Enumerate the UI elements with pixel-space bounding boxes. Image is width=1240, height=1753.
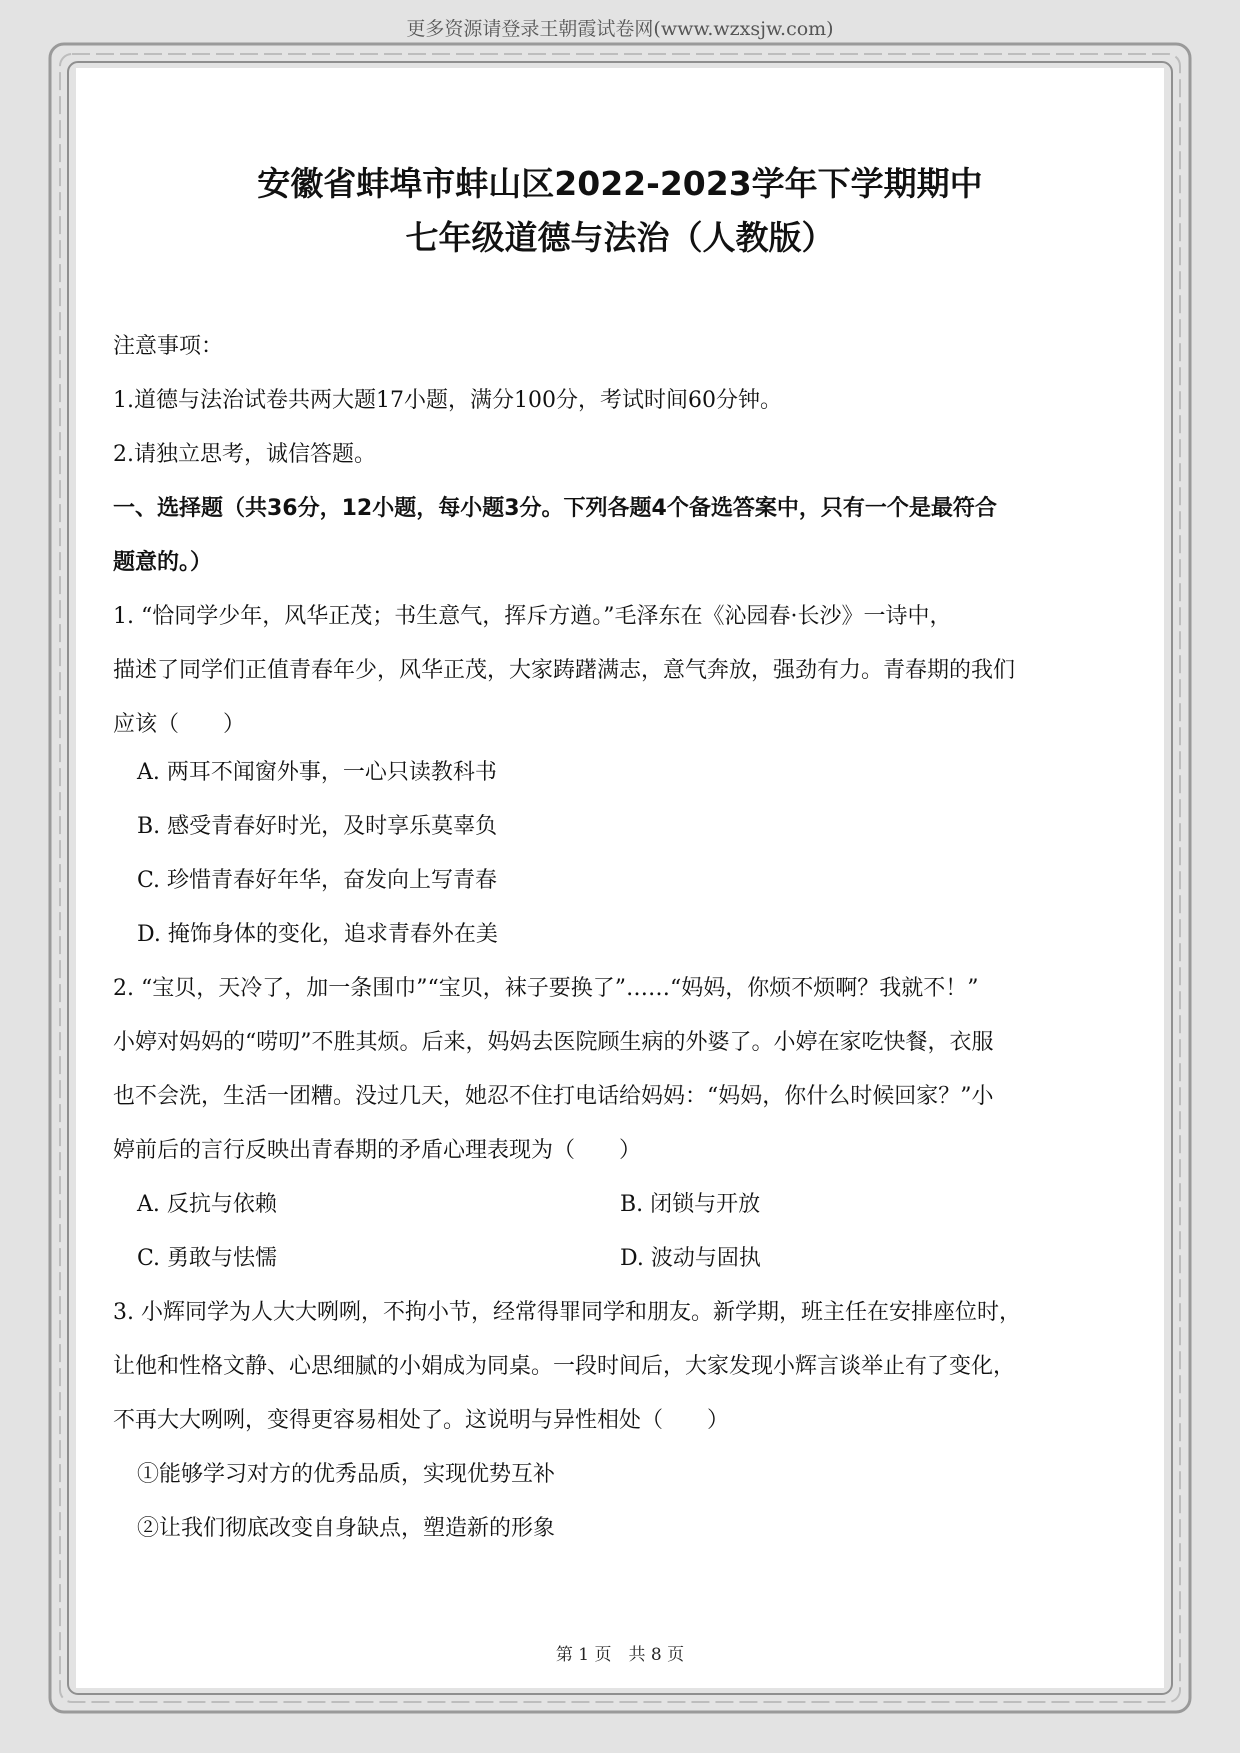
question-2-option-a: A. 反抗与依赖 — [137, 1192, 277, 1217]
question-2-option-d: D. 波动与固执 — [620, 1246, 761, 1271]
page-number: 第 1 页 共 8 页 — [555, 1645, 685, 1665]
question-1-option-a: A. 两耳不闻窗外事，一心只读教科书 — [137, 760, 497, 785]
question-2-text: 也不会洗，生活一团糟。没过几天，她忍不住打电话给妈妈：“妈妈，你什么时候回家？”小 — [113, 1084, 994, 1109]
note-item: 2.请独立思考，诚信答题。 — [113, 442, 376, 467]
question-3-item-2: ②让我们彻底改变自身缺点，塑造新的形象 — [137, 1516, 556, 1541]
question-1-option-c: C. 珍惜青春好年华，奋发向上写青春 — [137, 868, 498, 893]
question-3-item-1: ①能够学习对方的优秀品质，实现优势互补 — [137, 1462, 556, 1487]
section-heading: 一、选择题（共36分，12小题，每小题3分。下列各题4个备选答案中，只有一个是最符合 — [113, 496, 997, 521]
question-3-text: 让他和性格文静、心思细腻的小娟成为同桌。一段时间后，大家发现小辉言谈举止有了变化， — [113, 1354, 1016, 1379]
question-1-text: 1. “恰同学少年，风华正茂；书生意气，挥斥方遒。”毛泽东在《沁园春·长沙》一诗中， — [113, 604, 952, 629]
question-1-text: 应该（ ） — [113, 712, 246, 737]
source-banner: 更多资源请登录王朝霞试卷网(www.wzxsjw.com) — [406, 18, 834, 40]
question-3-text: 不再大大咧咧，变得更容易相处了。这说明与异性相处（ ） — [113, 1408, 730, 1433]
question-2-text: 2. “宝贝，天冷了，加一条围巾”“宝贝，袜子要换了”……“妈妈，你烦不烦啊？我就不！” — [113, 976, 979, 1001]
exam-subtitle: 七年级道德与法治（人教版） — [405, 218, 835, 257]
question-1-option-d: D. 掩饰身体的变化，追求青春外在美 — [137, 922, 498, 947]
notes-heading: 注意事项： — [113, 334, 224, 359]
question-2-option-c: C. 勇敢与怯懦 — [137, 1246, 278, 1271]
question-1-text: 描述了同学们正值青春年少，风华正茂，大家踌躇满志，意气奔放，强劲有力。青春期的我们 — [113, 658, 1016, 683]
question-1-option-b: B. 感受青春好时光，及时享乐莫辜负 — [137, 814, 498, 839]
section-heading-cont: 题意的。） — [113, 550, 213, 575]
question-2-text: 婷前后的言行反映出青春期的矛盾心理表现为（ ） — [113, 1138, 642, 1163]
question-2-text: 小婷对妈妈的“唠叨”不胜其烦。后来，妈妈去医院顾生病的外婆了。小婷在家吃快餐，衣服 — [113, 1030, 994, 1055]
question-2-option-b: B. 闭锁与开放 — [620, 1192, 761, 1217]
question-3-text: 3. 小辉同学为人大大咧咧，不拘小节，经常得罪同学和朋友。新学期，班主任在安排座位时， — [113, 1300, 1021, 1325]
exam-title: 安徽省蚌埠市蚌山区2022-2023学年下学期期中 — [257, 164, 983, 203]
note-item: 1.道德与法治试卷共两大题17小题，满分100分，考试时间60分钟。 — [113, 388, 782, 413]
